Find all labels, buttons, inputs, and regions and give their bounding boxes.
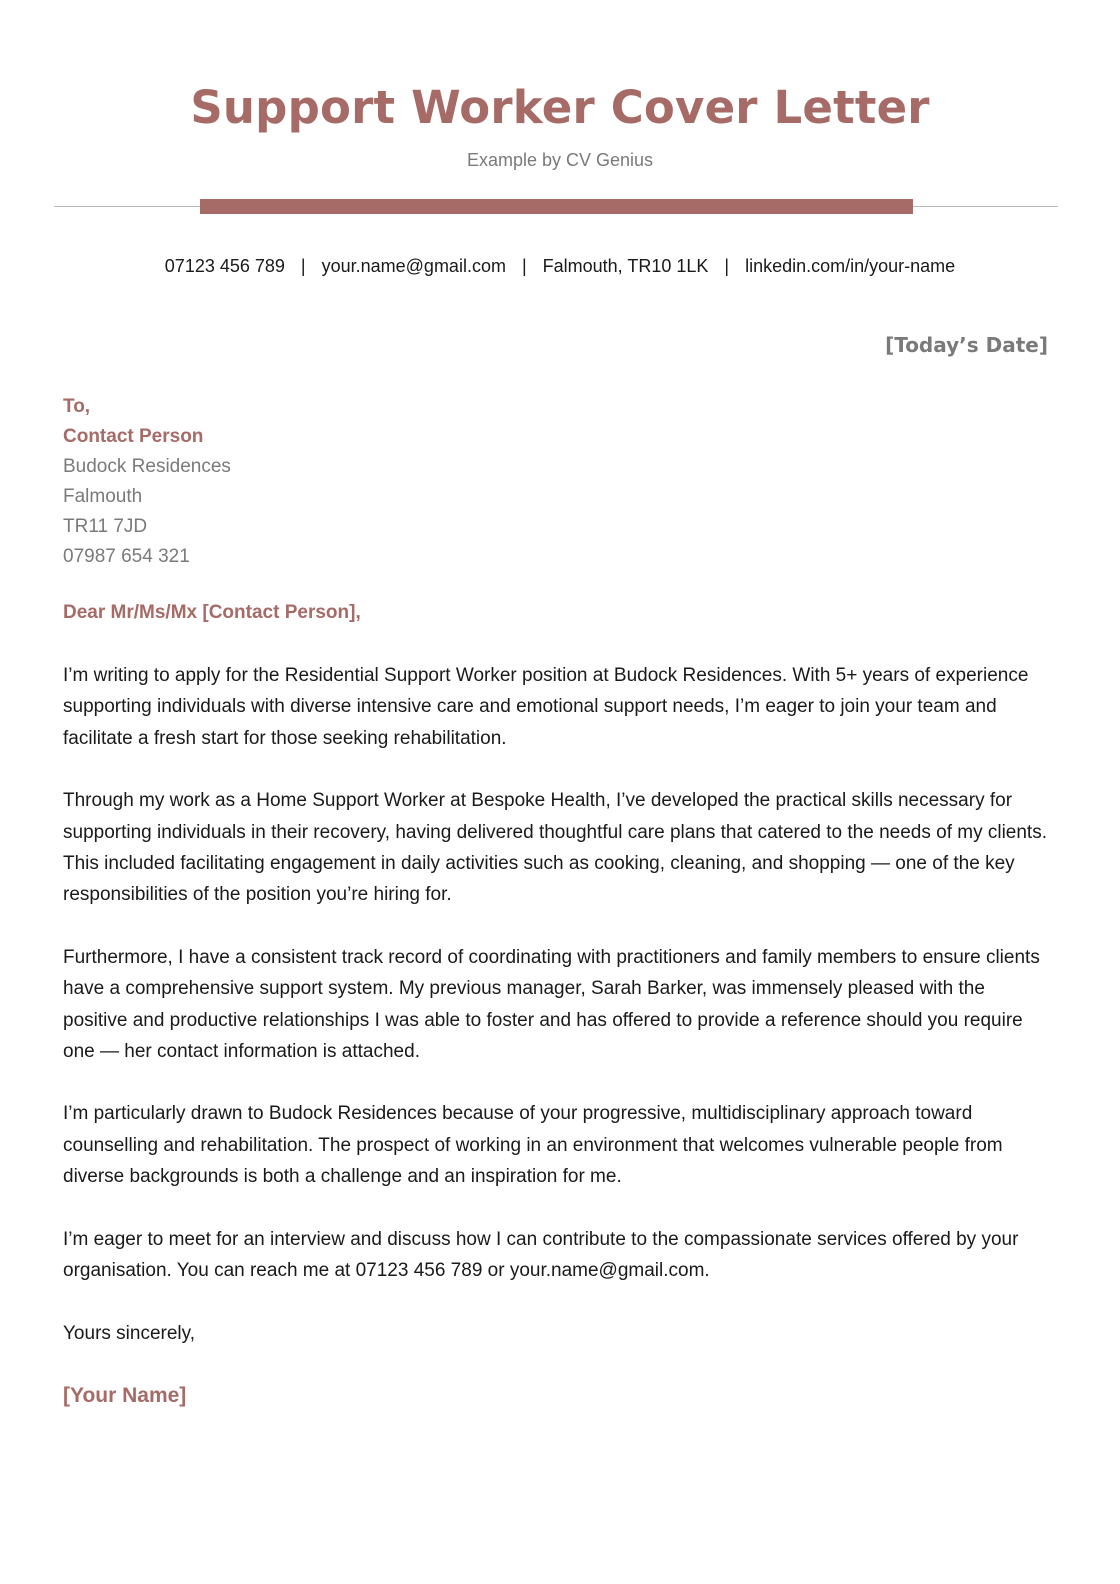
body-paragraph: Furthermore, I have a consistent track record of coordinating with practitioners and family members to ensure clients have a comprehensive support system. My previous manager, Sarah Barker, was immensely pleased with the positive and productive relationships I was able to foster and has offered to provide a reference should you require one — her contact information is attached. [63,946,1040,1063]
letter-date: [Today’s Date] [885,333,1048,357]
contact-email: your.name@gmail.com [321,256,506,276]
document-subtitle: Example by CV Genius [466,150,654,170]
recipient-postcode: TR11 7JD [63,516,148,537]
document-title: Support Worker Cover Letter [190,81,930,134]
contact-phone: 07123 456 789 [164,256,285,276]
contact-linkedin: linkedin.com/in/your-name [745,256,956,276]
body-paragraph: Through my work as a Home Support Worker at Bespoke Health, I’ve developed the practical skills necessary for supporting individuals in their recovery, having delivered thoughtful care plans that catered to the needs of my clients. This included facilitating engagement in daily activities such as cooking, cleaning, and shopping — one of the key responsibilities of the position you’re hiring for. [63,790,1047,906]
contact-details [0,255,1120,277]
body-paragraph: I’m writing to apply for the Residential Support Worker position at Budock Residences. With 5+ years of experience supporting individuals with diverse intensive care and emotional support needs, I’m eager to join your team and facilitate a fresh start for those seeking rehabilitation. [63,665,1029,749]
body-paragraph: I’m particularly drawn to Budock Residences because of your progressive, multidisciplinary approach toward counselling and rehabilitation. The prospect of working in an environment that welcomes vulnerable people from diverse backgrounds is both a challenge and an inspiration for me. [63,1103,1003,1188]
recipient-to: To, [63,396,91,417]
salutation: Dear Mr/Ms/Mx [Contact Person], [63,602,361,623]
header-divider-accent [200,199,913,214]
recipient-town: Falmouth [63,486,143,507]
contact-location: Falmouth, TR10 1LK [542,256,709,276]
contact-separator: | [724,256,730,276]
recipient-company: Budock Residences [63,456,231,477]
letter-body [63,660,1053,1318]
contact-separator: | [521,256,527,276]
contact-separator: | [300,256,306,276]
signature: [Your Name] [63,1384,187,1407]
recipient-phone: 07987 654 321 [63,546,190,567]
recipient-contact-person: Contact Person [63,426,204,447]
closing: Yours sincerely, [63,1323,196,1344]
body-paragraph: I’m eager to meet for an interview and discuss how I can contribute to the compassionate services offered by your organisation. You can reach me at 07123 456 789 or your.name@gmail.com. [63,1228,1019,1282]
recipient-block [63,392,231,572]
